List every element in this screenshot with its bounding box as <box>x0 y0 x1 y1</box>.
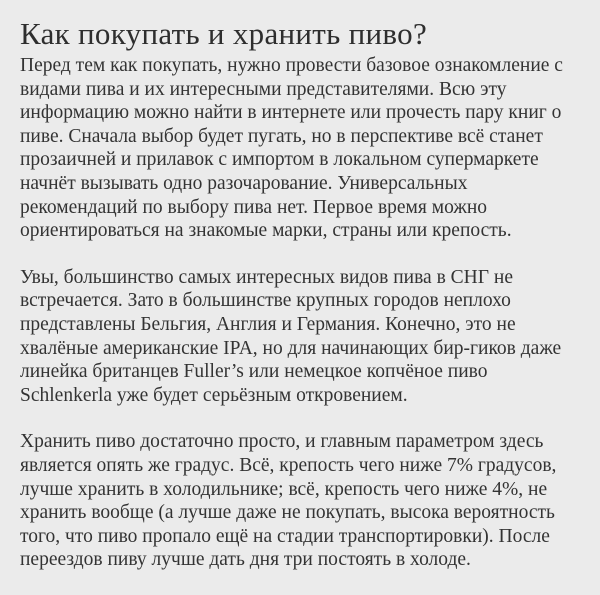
text-line: линейка британцев Fuller’s или немецкое копчёное пиво <box>20 361 488 383</box>
text-line: прозаичней и прилавок с импортом в локальном супермаркете <box>20 149 539 171</box>
text-line: рекомендаций по выбору пива нет. Первое время можно <box>20 196 488 218</box>
article <box>20 14 563 595</box>
text-line: Увы, большинство самых интересных видов пива в СНГ не <box>20 266 513 288</box>
article-title: Как покупать и хранить пиво? <box>20 16 428 51</box>
text-line: ориентироваться на знакомые марки, страны или крепость. <box>20 220 512 242</box>
text-line: встречается. Зато в большинстве крупных городов неплохо <box>20 290 511 312</box>
paragraph <box>20 430 563 572</box>
text-line: того, что пиво пропало ещё на стадии транспортировки). После <box>20 525 550 547</box>
text-line: видами пива и их интересными представителями. Всю эту <box>20 78 507 100</box>
text-line: Schlenkerla уже будет серьёзным откровением. <box>20 384 408 406</box>
text-line: представлены Бельгия, Англия и Германия. Конечно, это не <box>20 313 516 335</box>
text-line: пиве. Сначала выбор будет пугать, но в перспективе всё станет <box>20 125 543 147</box>
paragraph <box>20 54 563 243</box>
text-line: лучше хранить в холодильнике; всё, крепость чего ниже 4%, не <box>20 478 548 500</box>
text-line: хранить вообще (а лучше даже не покупать, высока вероятность <box>20 502 555 524</box>
article-body <box>20 54 563 572</box>
text-line: хвалёные американские IPA, но для начинающих бир-гиков даже <box>20 337 562 359</box>
paragraph <box>20 266 563 408</box>
text-line: переездов пиву лучше дать дня три постоять в холоде. <box>20 549 471 571</box>
text-line: информацию можно найти в интернете или прочесть пару книг о <box>20 102 562 124</box>
text-line: Хранить пиво достаточно просто, и главным параметром здесь <box>20 431 544 453</box>
text-line: Перед тем как покупать, нужно провести базовое ознакомление с <box>20 55 563 76</box>
text-line: является опять же градус. Всё, крепость чего ниже 7% градусов, <box>20 454 557 476</box>
text-line: начнёт вызывать одно разочарование. Универсальных <box>20 172 468 194</box>
